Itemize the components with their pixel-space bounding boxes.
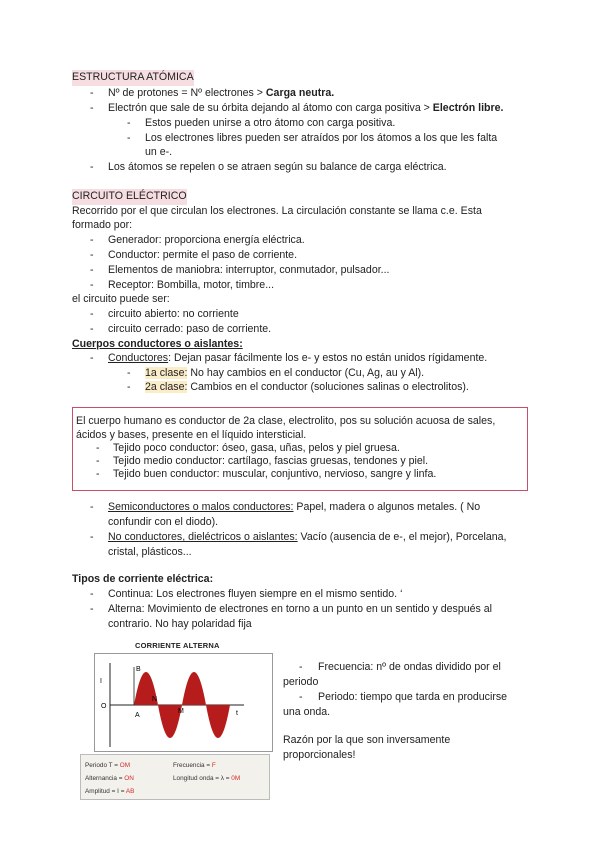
list-item: circuito abierto: no corriente xyxy=(108,308,239,320)
sub-item: Los electrones libres pueden ser atraídos por los átomos a los que les falta xyxy=(145,132,498,144)
list-item: Elementos de maniobra: interruptor, conmutador, pulsador... xyxy=(108,264,390,276)
list-item: Semiconductores o malos conductores: Papel, madera o algunos metales. ( No xyxy=(108,501,481,513)
sine-wave-diagram xyxy=(94,653,274,753)
label-I: I xyxy=(100,678,102,685)
note-text: ácidos y bases, presente en el líquido intersticial. xyxy=(76,429,307,441)
label-M: M xyxy=(178,708,184,715)
list-dash: - xyxy=(96,442,100,454)
sub-item-cont: un e-. xyxy=(145,146,173,158)
list-dash: - xyxy=(90,87,94,99)
list-dash: - xyxy=(90,308,94,320)
definition-frecuencia: Frecuencia: nº de ondas dividido por el xyxy=(318,661,501,673)
list-item: No conductores, dieléctricos o aislantes: Vacío (ausencia de e-, el mejor), Porcelana, xyxy=(108,531,507,543)
list-item: circuito cerrado: paso de corriente. xyxy=(108,323,272,335)
note-item: Tejido medio conductor: cartílago, fascias gruesas, tendones y piel. xyxy=(113,455,429,467)
figure-title: CORRIENTE ALTERNA xyxy=(135,641,220,650)
list-item-cont: cristal, plásticos... xyxy=(108,546,192,558)
list-dash: - xyxy=(90,249,94,261)
list-dash: - xyxy=(90,161,94,173)
list-dash: - xyxy=(90,603,94,615)
note-item: Tejido poco conductor: óseo, gasa, uñas, pelos y piel gruesa. xyxy=(113,442,400,454)
list-dash: - xyxy=(90,264,94,276)
sub-item: 1a clase: No hay cambios en el conductor (Cu, Ag, au y Al). xyxy=(145,367,425,379)
list-item: Continua: Los electrones fluyen siempre en el mismo sentido. ‘ xyxy=(108,588,403,600)
list-dash: - xyxy=(299,691,303,703)
list-dash: - xyxy=(90,588,94,600)
list-item: Nº de protones = Nº electrones > Carga neutra. xyxy=(108,87,335,99)
caption-frecuencia: Frecuencia = F xyxy=(173,762,216,769)
list-item-cont: contrario. No hay polaridad fija xyxy=(108,618,252,630)
definition-periodo-cont: una onda. xyxy=(283,706,331,718)
section-title-cuerpos: Cuerpos conductores o aislantes: xyxy=(72,338,243,350)
sub-item: 2a clase: Cambios en el conductor (soluciones salinas o electrolitos). xyxy=(145,381,469,393)
list-dash: - xyxy=(127,381,131,393)
list-dash: - xyxy=(90,352,94,364)
paragraph: el circuito puede ser: xyxy=(72,293,170,305)
label-O: O xyxy=(101,703,107,710)
label-A: A xyxy=(135,712,140,719)
list-dash: - xyxy=(90,279,94,291)
list-dash: - xyxy=(90,531,94,543)
list-dash: - xyxy=(299,661,303,673)
list-item: Conductor: permite el paso de corriente. xyxy=(108,249,298,261)
sub-item: Estos pueden unirse a otro átomo con carga positiva. xyxy=(145,117,396,129)
list-item: Generador: proporciona energía eléctrica. xyxy=(108,234,305,246)
ac-figure xyxy=(80,636,280,801)
note-item: Tejido buen conductor: muscular, conjuntivo, nervioso, sangre y linfa. xyxy=(113,468,437,480)
list-item: Receptor: Bombilla, motor, timbre... xyxy=(108,279,275,291)
list-dash: - xyxy=(90,323,94,335)
caption-periodo: Periodo T = OM xyxy=(85,762,131,769)
definition-frecuencia-cont: periodo xyxy=(283,676,319,688)
list-item: Conductores: Dejan pasar fácilmente los e- y estos no están unidos rígidamente. xyxy=(108,352,488,364)
label-B: B xyxy=(136,666,141,673)
list-dash: - xyxy=(96,455,100,467)
list-item: Los átomos se repelen o se atraen según su balance de carga eléctrica. xyxy=(108,161,447,173)
label-t: t xyxy=(236,710,238,717)
section-title-circuito: CIRCUITO ELÉCTRICO xyxy=(72,189,187,205)
list-dash: - xyxy=(90,501,94,513)
note-razon-cont: proporcionales! xyxy=(283,749,356,761)
section-title-tipos: Tipos de corriente eléctrica: xyxy=(72,573,214,585)
list-dash: - xyxy=(96,468,100,480)
caption-longitud: Longitud onda = λ = 0M xyxy=(173,775,241,782)
list-item-cont: confundir con el diodo). xyxy=(108,516,219,528)
section-title-estructura: ESTRUCTURA ATÓMICA xyxy=(72,70,194,86)
figure-caption xyxy=(80,754,270,800)
list-dash: - xyxy=(127,117,131,129)
list-item: Electrón que sale de su órbita dejando al átomo con carga positiva > Electrón libre. xyxy=(108,102,504,114)
caption-alternancia: Alternancia = ON xyxy=(85,775,134,782)
list-dash: - xyxy=(90,234,94,246)
list-dash: - xyxy=(127,367,131,379)
note-razon: Razón por la que son inversamente xyxy=(283,734,451,746)
definition-periodo: Periodo: tiempo que tarda en producirse xyxy=(318,691,508,703)
paragraph: formado por: xyxy=(72,219,133,231)
list-item: Alterna: Movimiento de electrones en torno a un punto en un sentido y después al xyxy=(108,603,492,615)
list-dash: - xyxy=(90,102,94,114)
list-dash: - xyxy=(127,132,131,144)
note-text: El cuerpo humano es conductor de 2a clase, electrolito, pos su solución acuosa de sales, xyxy=(76,415,496,427)
caption-amplitud: Amplitud = I = AB xyxy=(85,788,135,795)
label-N: N xyxy=(152,696,158,703)
paragraph: Recorrido por el que circulan los electrones. La circulación constante se llama c.e. Esta xyxy=(72,205,482,217)
